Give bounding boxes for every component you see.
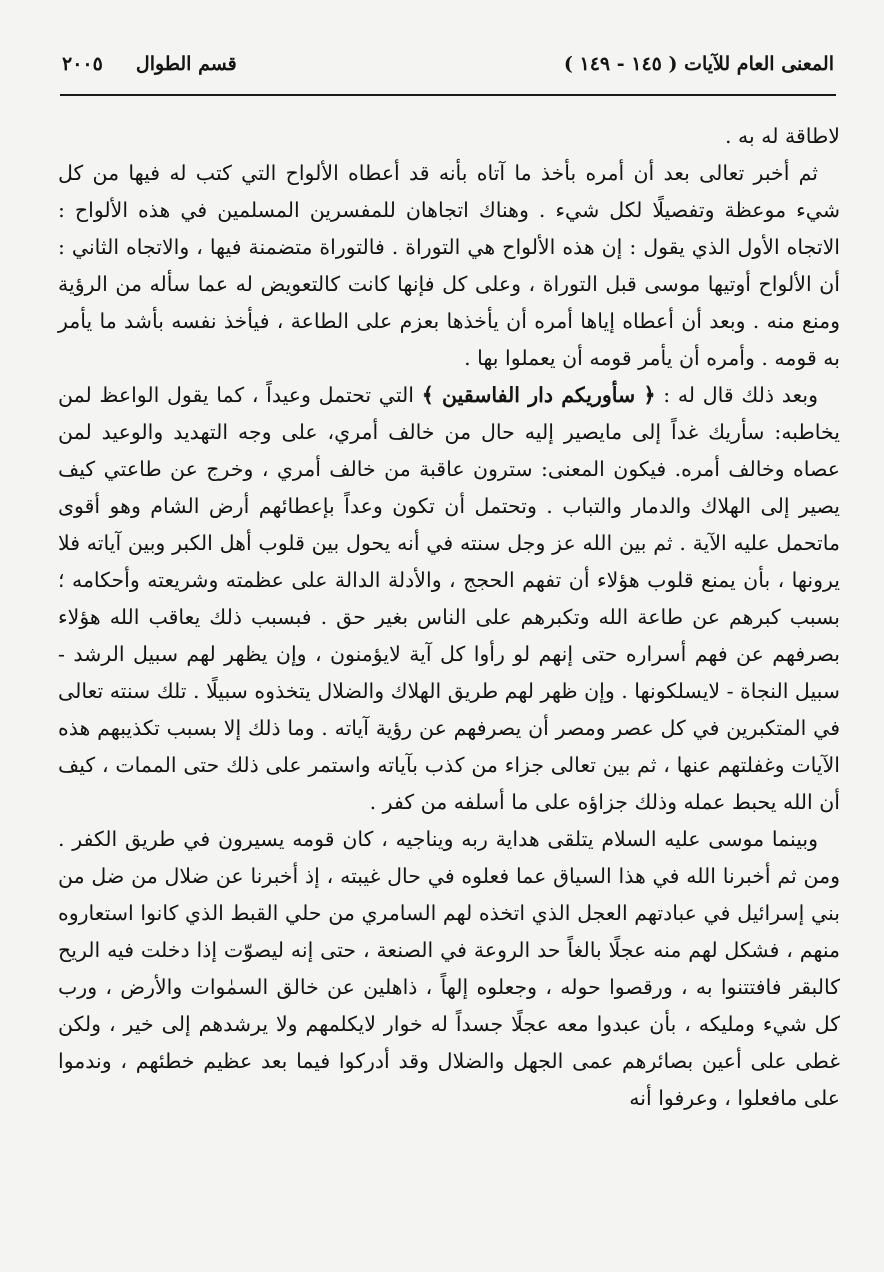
header-section-name: قسم الطوال [135, 53, 237, 75]
header-chapter-title: المعنى العام للآيات ( ١٤٥ - ١٤٩ ) [563, 53, 834, 75]
quran-verse-quote: ﴿ سأوريكم دار الفاسقين ﴾ [421, 383, 656, 407]
body-text [58, 118, 840, 1117]
page-number: ٢٠٠٥ [62, 53, 103, 75]
running-header [62, 44, 834, 84]
paragraph-abode-of-transgressors [58, 377, 840, 821]
paragraph-tablets: ثم أخبر تعالى بعد أن أمره بأخذ ما آتاه بأنه قد أعطاه الألواح التي كتب له فيها من كل شيء موعظة وتفصيلًا لكل شيء . وهناك اتجاهان للمفسرين المسلمين في هذه الألواح : الاتجاه الأول الذي يقول : إن هذه الألواح هي التوراة . فالتوراة متضمنة فيها ، والاتجاه الثاني : أن الألواح أوتيها موسى قبل التوراة ، وعلى كل فإنها كانت كالتعويض له عما سأله من الرؤية ومنع منه . وبعد أن أعطاه إياها أمره أن يأخذها بعزم على الطاعة ، فيأخذ نفسه بأشد ما يأمر به قومه . وأمره أن يأمر قومه أن يعملوا بها . [58, 161, 840, 370]
paragraph-continuation: لاطاقة له به . [724, 124, 840, 148]
paragraph-golden-calf: وبينما موسى عليه السلام يتلقى هداية ربه ويناجيه ، كان قومه يسيرون في طريق الكفر . ومن ثم أخبرنا الله في هذا السياق عما فعلوه في حال غيبته ، إذ أخبرنا عن ضلال من ضل من بني إسرائيل في عبادتهم العجل الذي اتخذه لهم السامري من حلي القبط الذي كانوا استعاروه منهم ، فشكل لهم منه عجلًا بالغاً حد الروعة في الصنعة ، حتى إنه ليصوّت إذا دخلت فيه الريح كالبقر فافتتنوا به ، ورقصوا حوله ، وجعلوه إلهاً ، ذاهلين عن خالق السمٰوات والأرض ، ورب كل شيء ومليكه ، بأن عبدوا معه عجلًا جسداً له خوار لايكلمهم ولا يرشدهم إلى خير ، ولكن غطى على أعين بصائرهم عمى الجهل والضلال وقد أدركوا فيما بعد عظيم خطئهم ، وندموا على مافعلوا ، وعرفوا أنه [58, 827, 840, 1110]
header-section-group [62, 53, 237, 75]
header-divider [60, 94, 836, 96]
paragraph-commentary: التي تحتمل وعيداً ، كما يقول الواعظ لمن يخاطبه: سأريك غداً إلى مايصير إليه حال من خالف أمري، على وجه التهديد والوعيد لمن عصاه وخالف أمره. فيكون المعنى: سترون عاقبة من خالف أمري ، وخرج عن طاعتي كيف يصير إلى الهلاك والدمار والتباب . وتحتمل أن تكون وعداً بإعطائهم أرض الشام وهو أقوى ماتحمل عليه الآية . ثم بين الله عز وجل سنته في أنه يحول بين قلوب أهل الكبر وبين آياته فلا يرونها ، بأن يمنع قلوب هؤلاء أن تفهم الحجج ، والأدلة الدالة على عظمته وشريعته وأحكامه ؛ بسبب كبرهم عن طاعة الله وتكبرهم على الناس بغير حق . فبسبب ذلك يعاقب الله هؤلاء بصرفهم عن فهم أسراره حتى إنهم لو رأوا كل آية لايؤمنون ، وإن يظهر لهم سبيل الرشد - سبيل النجاة - لايسلكونها . وإن ظهر لهم طريق الهلاك والضلال يتخذوه سبيلًا . تلك سنته تعالى في المتكبرين في كل عصر ومصر أن يصرفهم عن رؤية آياته . وما ذلك إلا بسبب تكذيبهم هذه الآيات وغفلتهم عنها ، ثم بين تعالى جزاء من كذب بآياته واستمر على ذلك حتى الممات ، كيف أن الله يحبط عمله وذلك جزاؤه على ما أسلفه من كفر . [58, 383, 840, 814]
paragraph-lead-in: وبعد ذلك قال له : [663, 383, 818, 407]
